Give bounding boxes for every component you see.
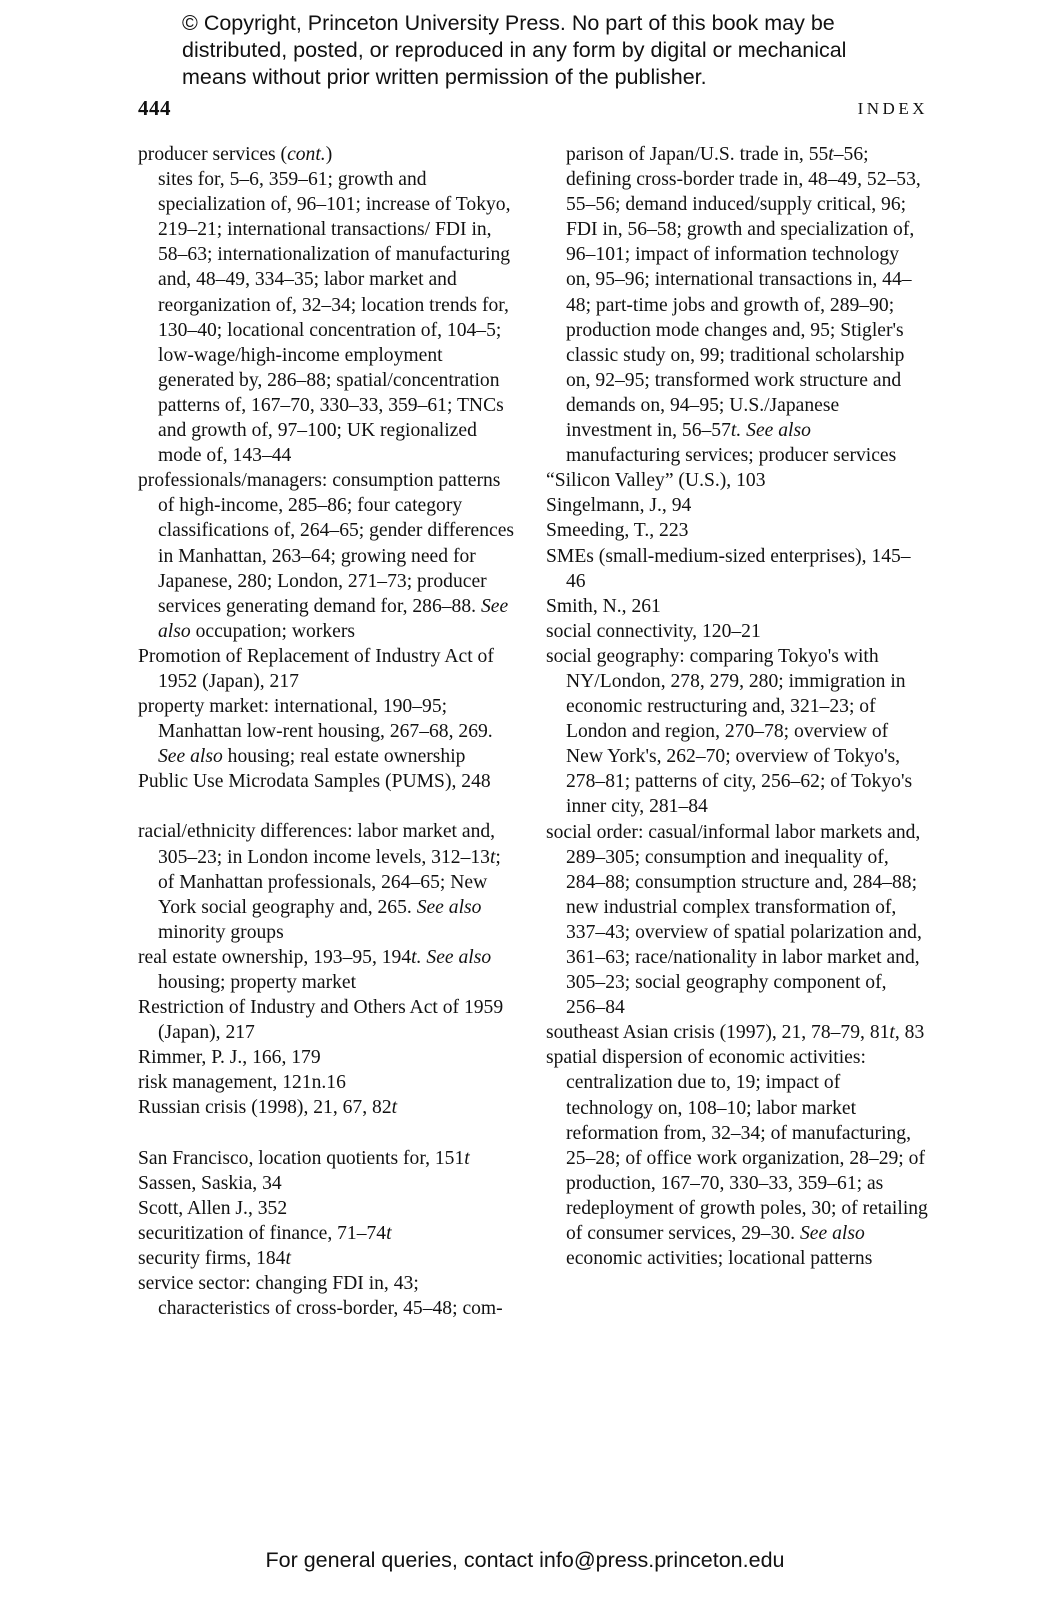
index-entry: Smith, N., 261	[546, 595, 661, 617]
index-entry: Public Use Microdata Samples (PUMS), 248	[138, 771, 491, 793]
index-column-right	[546, 142, 928, 1271]
index-entry: Russian crisis (1998), 21, 67, 82t	[138, 1097, 398, 1119]
index-entry: Restriction of Industry and Others Act of 1959 (Japan), 217	[138, 997, 504, 1044]
index-entry: risk management, 121n.16	[138, 1072, 346, 1094]
index-entry: social geography: comparing Tokyo's with NY/London, 278, 279, 280; immigration in economic restructuring and, 321–23; of London and region, 270–78; overview of New York's, 262–70; overview of Tokyo's, 278–81; patterns of city, 256–62; of Tokyo's inner city, 281–84	[546, 645, 913, 818]
index-entry: social order: casual/informal labor markets and, 289–305; consumption and inequality of, 284–88; consumption structure and, 284–88; new industrial complex transformation of, 337–43; overview of spatial polarization and, 361–63; race/nationality in labor market and, 305–23; social geography component of, 256–84	[546, 821, 922, 1019]
letter-group-gap	[138, 1121, 520, 1146]
index-entry: spatial dispersion of economic activities: centralization due to, 19; impact of technology on, 108–10; labor market reformation from, 32–34; of manufacturing, 25–28; of office work organization, 28–29; of production, 167–70, 330–33, 359–61; as redeployment of growth poles, 30; of retailing of consumer services, 29–30. See also economic activities; locational patterns	[546, 1047, 928, 1270]
index-entry: property market: international, 190–95; Manhattan low-rent housing, 267–68, 269. See also housing; real estate ownership	[138, 696, 493, 768]
running-head: INDEX	[857, 99, 928, 118]
index-entry: racial/ethnicity differences: labor market and, 305–23; in London income levels, 312–13t; of Manhattan professionals, 264–65; New York social geography and, 265. See also minority groups	[138, 821, 501, 943]
index-entry: “Silicon Valley” (U.S.), 103	[546, 470, 766, 492]
footer-contact: For general queries, contact info@press.princeton.edu	[265, 1548, 785, 1572]
index-entry: Smeeding, T., 223	[546, 520, 689, 542]
index-entry: real estate ownership, 193–95, 194t. See also housing; property market	[138, 946, 492, 993]
letter-group-gap	[138, 794, 520, 819]
index-entry: Scott, Allen J., 352	[138, 1197, 288, 1219]
copyright-line-3: means without prior written permission of the publisher.	[182, 65, 707, 89]
index-entry: San Francisco, location quotients for, 151t	[138, 1147, 470, 1169]
index-column-left	[138, 142, 520, 1321]
index-entry-continued: parison of Japan/U.S. trade in, 55t–56; defining cross-border trade in, 48–49, 52–53, 55–56; demand induced/supply critical, 96; FDI in, 56–58; growth and specialization of, 96–101; impact of information technology on, 95–96; international transactions in, 44–48; part-time jobs and growth of, 289–90; production mode changes and, 95; Stigler's classic study on, 99; traditional scholarship on, 92–95; transformed work structure and demands on, 94–95; U.S./Japanese investment in, 56–57t. See also manufacturing services; producer services	[566, 144, 921, 467]
copyright-notice	[182, 10, 962, 91]
index-subentry: sites for, 5–6, 359–61; growth and specialization of, 96–101; increase of Tokyo, 219–21; international transactions/ FDI in, 58–63; internationalization of manufacturing and, 48–49, 334–35; labor market and reorganization of, 32–34; location trends for, 130–40; locational concentration of, 104–5; low-wage/high-income employment generated by, 286–88; spatial/concentration patterns of, 167–70, 330–33, 359–61; TNCs and growth of, 97–100; UK regionalized mode of, 143–44	[158, 169, 511, 467]
index-entry: security firms, 184t	[138, 1247, 291, 1269]
index-entry: Sassen, Saskia, 34	[138, 1172, 282, 1194]
index-entry: SMEs (small-medium-sized enterprises), 145–46	[546, 545, 911, 592]
copyright-line-1: © Copyright, Princeton University Press. No part of this book may be	[182, 11, 835, 35]
index-entry: service sector: changing FDI in, 43; characteristics of cross-border, 45–48; com-	[138, 1273, 503, 1320]
index-entry: Rimmer, P. J., 166, 179	[138, 1047, 321, 1069]
index-entry: social connectivity, 120–21	[546, 620, 761, 642]
index-entry: southeast Asian crisis (1997), 21, 78–79, 81t, 83	[546, 1022, 925, 1044]
copyright-line-2: distributed, posted, or reproduced in any form by digital or mechanical	[182, 38, 847, 62]
index-entry: securitization of finance, 71–74t	[138, 1222, 392, 1244]
index-entry: Singelmann, J., 94	[546, 495, 692, 517]
index-entry: professionals/managers: consumption patterns of high-income, 285–86; four category classifications of, 264–65; gender differences in Manhattan, 263–64; growing need for Japanese, 280; London, 271–73; producer services generating demand for, 286–88. See also occupation; workers	[138, 470, 515, 642]
index-entry: producer services (cont.)	[138, 144, 333, 165]
index-entry: Promotion of Replacement of Industry Act of 1952 (Japan), 217	[138, 645, 494, 692]
page-number: 444	[138, 96, 171, 120]
